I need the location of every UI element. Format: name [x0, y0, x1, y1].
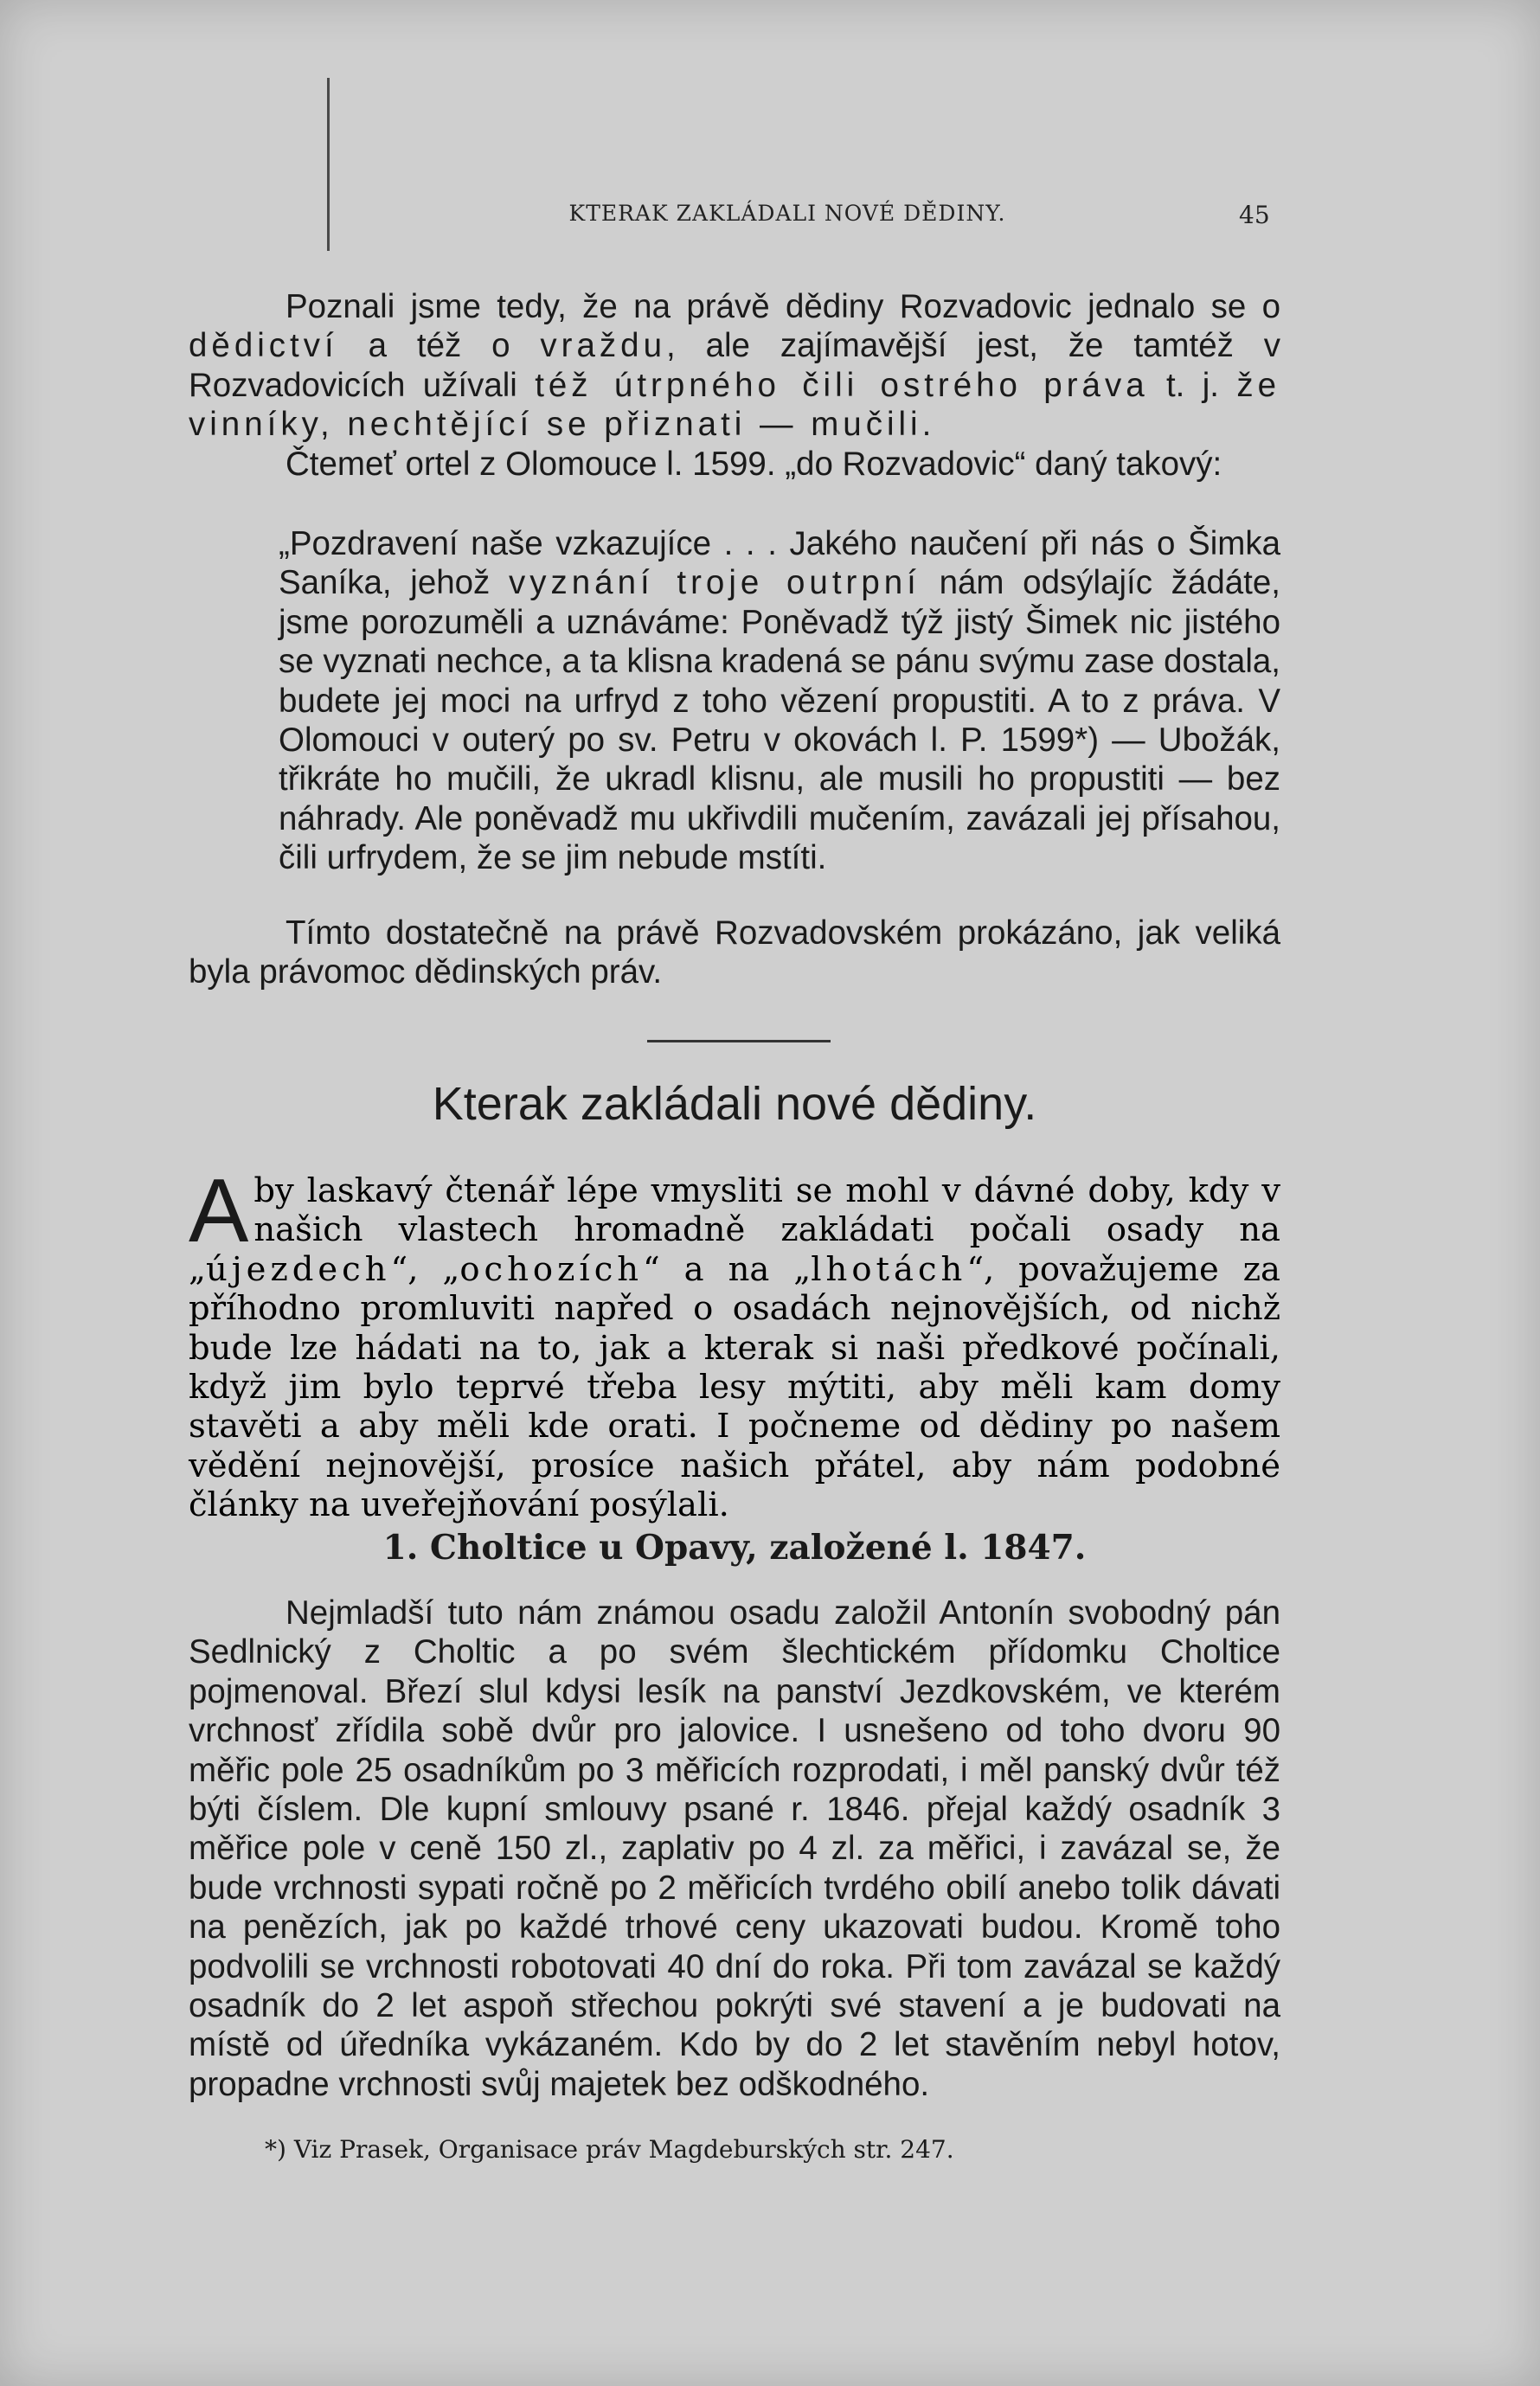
paragraph-section-intro — [189, 1161, 1280, 1525]
paragraph-ortel-intro — [189, 445, 1280, 484]
paragraph-conclusion — [189, 914, 1280, 992]
subheading-choltice: 1. Choltice u Opavy, založené l. 1847. — [382, 1528, 1087, 1568]
paragraph-1-mid-2: , ale zajímavější jest, že tamtéž v Rozvadovicích užívali — [189, 327, 1280, 404]
intro-start: by laskavý čtenář lépe vmysliti se mohl v dávné doby, kdy v našich vlastech hromadně zakládati počali osady na „ — [189, 1171, 1280, 1289]
emphasis-ujezdech: újezdech — [205, 1249, 391, 1289]
paragraph-rozvadovice-torture — [189, 287, 1280, 445]
intro-rest: “, považujeme za příhodno promluviti napřed o osadách nejnovějších, od nichž bude lze hádati na to, jak a kterak si naši předkové počínali, když jim bylo teprvé třeba lesy mýtiti, aby měli kam domy stavěti a aby měli kde orati. I počneme od dědiny po našem vědění nejnovější, prosíce našich přátel, aby nám podobné články na uveřejňování posýlali. — [189, 1249, 1280, 1525]
emphasis-ochozich: ochozích — [459, 1249, 644, 1289]
ortel-quote — [279, 524, 1280, 878]
paragraph-choltice — [189, 1594, 1280, 2104]
emphasis-lhotach: lhotách — [811, 1249, 967, 1289]
paragraph-1-mid-3: t. j. — [1148, 366, 1237, 404]
paragraph-1-start: Poznali jsme tedy, že na právě dědiny Rozvadovic jednalo se o — [286, 288, 1280, 325]
footnote: *) Viz Prasek, Organisace práv Magdeburských str. 247. — [265, 2135, 954, 2164]
drop-cap: A — [189, 1161, 249, 1261]
section-title: Kterak zakládali nové dědiny. — [432, 1078, 1037, 1130]
intro-mid-2: “ a na „ — [643, 1249, 812, 1289]
emphasis-utrpne-pravo: též útrpného čili ostrého práva — [535, 366, 1149, 404]
page-number: 45 — [1239, 201, 1270, 229]
paragraph-1-mid-1: a též o — [337, 327, 541, 365]
page-edge-mark — [327, 78, 330, 251]
intro-mid-1: “, „ — [390, 1249, 460, 1289]
emphasis-vinniky: že vinníky, nechtějící se přiznati — mučili. — [189, 366, 1280, 444]
paragraph-2-text: Čtemeť ortel z Olomouce l. 1599. „do Rozvadovic“ daný takový: — [286, 446, 1222, 483]
emphasis-vrazdu: vraždu — [540, 327, 666, 365]
paragraph-5-text: Nejmladší tuto nám známou osadu založil Antonín svobodný pán Sedlnický z Choltic a po svém šlechtickém přídomku Choltice pojmenoval. Březí slul kdysi lesík na panství Jezdkovském, ve kterém vrchnosť zřídila sobě dvůr pro jalovice. I usnešeno od toho dvoru 90 měřic pole 25 osadníkům po 3 měřicích rozprodati, i měl panský dvůr též býti číslem. Dle kupní smlouvy psané r. 1846. přejal každý osadník 3 měřice pole v ceně 150 zl., zaplativ po 4 zl. za měřici, i zavázal se, že bude vrchnosti sypati ročně po 2 měřicích tvrdého obilí anebo tolik dávati na penězích, jak po každé trhové ceny ukazovati budou. Kromě toho podvolili se vrchnosti robotovati 40 dní do roka. Při tom zavázal se každý osadník do 2 let aspoň střechou pokrýti své stavení a je budovati na místě od úředníka vykázaném. Kdo by do 2 let stavěním nebyl hotov, propadne vrchnosti svůj majetek bez odškodného. — [189, 1594, 1280, 2103]
quote-start: „Pozdravení naše vzkazujíce . . . Jakého naučení při nás o Šimka Saníka, jehož — [279, 525, 1280, 602]
emphasis-vyznani: vyznání troje outrpní — [509, 564, 921, 602]
quote-rest: nám odsýlajíc žádáte, jsme porozuměli a uznáváme: Poněvadž týž jistý Šimek nic jistého se vyznati nechce, a ta klisna kradená se pánu svýmu zase dostala, budete jej moci na urfryd z toho vězení propustiti. A to z práva. V Olomouci v outerý po sv. Petru v okovách l. P. 1599*) — Ubožák, třikráte ho mučili, že ukradl klisnu, ale musili ho propustiti — bez náhrady. Ale poněvadž mu ukřivdili mučením, zavázali jej přísahou, čili urfrydem, že se jim nebude mstíti. — [279, 564, 1280, 877]
section-divider — [647, 1040, 831, 1042]
paragraph-3-text: Tímto dostatečně na právě Rozvadovském prokázáno, jak veliká byla právomoc dědinských práv. — [189, 914, 1280, 991]
running-head: KTERAK ZAKLÁDALI NOVÉ DĚDINY. — [568, 201, 1006, 226]
emphasis-dedictvi: dědictví — [189, 327, 338, 365]
